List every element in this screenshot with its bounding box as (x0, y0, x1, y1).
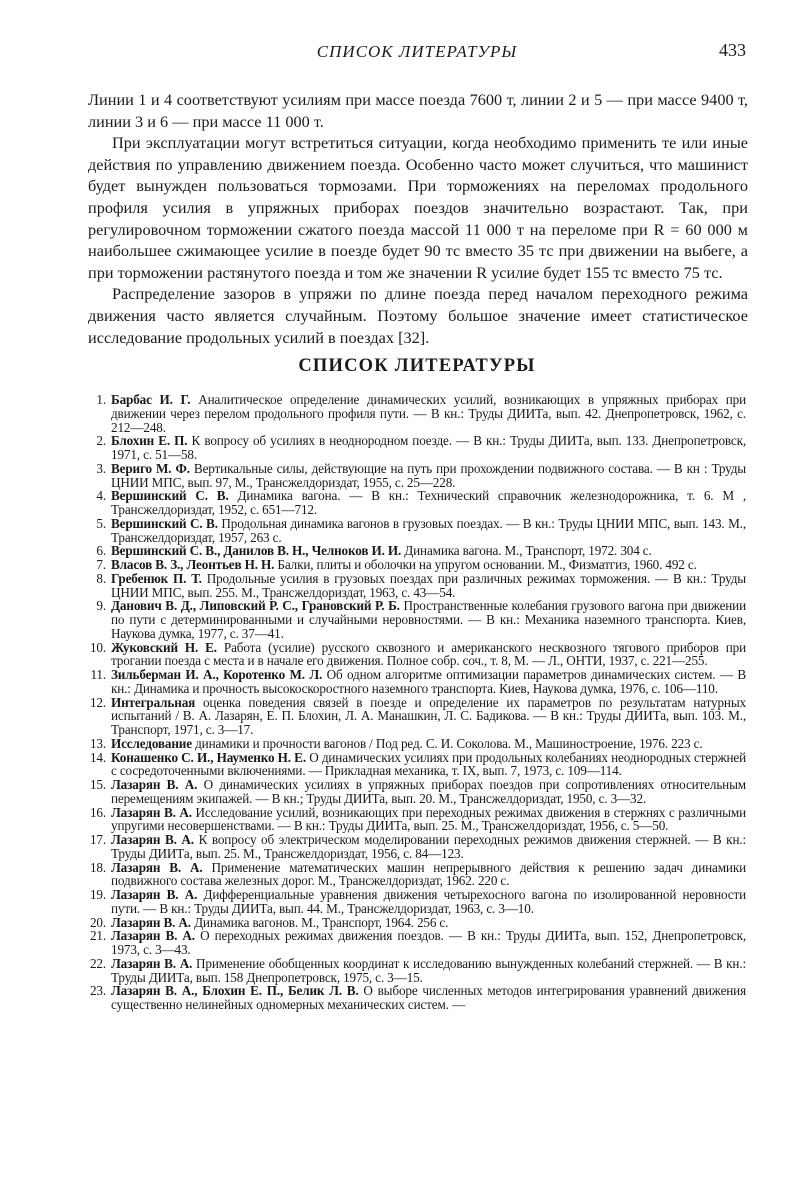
reference-body: К вопросу об электрическом моделировании переходных режимов движения стержней. — В кн.: Труды ДИИТа, вып. 25. М., Трансжелдориздат, 1956, с. 84—123. (111, 832, 747, 861)
reference-body: Динамика вагона. М., Транспорт, 1972. 304 с. (401, 543, 652, 559)
reference-number: 11. (90, 667, 106, 682)
reference-item (84, 984, 746, 1012)
reference-item (84, 462, 746, 490)
reference-number: 16. (89, 804, 106, 820)
reference-body: Пространственные колебания грузового вагона при движении по пути с детерминированными и случайными неровностями. — В кн.: Механика наземного транспорта. Киев, Наукова думка, 1977, с. 37—41. (111, 598, 746, 641)
reference-text (111, 517, 746, 545)
reference-author: Вершинский С. В. (111, 488, 229, 504)
reference-text (111, 737, 746, 751)
reference-item (84, 599, 746, 640)
reference-item (84, 558, 746, 572)
reference-item (84, 517, 746, 545)
reference-author: Вериго М. Ф. (111, 460, 190, 476)
reference-body: Продольные усилия в грузовых поездах при различных режимах торможения. — В кн.: Труды ЦНИИ МПС, вып. 255. М., Трансжелдориздат, 1963, с. 43—54. (111, 570, 746, 600)
reference-author: Вершинский С. В. (111, 515, 218, 531)
reference-body: Исследование усилий, возникающих при переходных режимах движения в стержнях с различными упругими несовершенствами. — В кн.: Труды ДИИТа, вып. 25. М., Трансжелдориздат, 1956, с. 5—50. (111, 804, 746, 834)
reference-author: Зильберман И. А., Коротенко М. Л. (111, 667, 323, 682)
reference-author: Власов В. З., Леонтьев Н. Н. (111, 557, 275, 572)
reference-text (111, 544, 746, 558)
reference-number: 19. (89, 887, 106, 902)
reference-item (84, 751, 746, 779)
reference-body: Применение обобщенных координат к исследованию вынужденных колебаний стержней. — В кн.: Труды ДИИТа, вып. 158 Днепропетровск, 1975, с. 3—15. (111, 955, 746, 985)
reference-body: оценка поведения связей в поезде и определение их параметров по результатам натурных испытаний / В. А. Лазарян, Е. П. Блохин, Л. А. Манашкин, Л. С. Бадикова. — В кн.: Труды ДИИТа, вып. 103. М., Транспорт, 1971, с. 3—17. (111, 694, 746, 737)
reference-text (111, 696, 746, 737)
reference-text (111, 462, 746, 490)
reference-number: 10. (89, 639, 106, 655)
reference-body: Аналитическое определение динамических усилий, возникающих в упряжных приборах при движении через перелом продольного профиля пути. — В кн.: Труды ДИИТа, вып. 42. Днепропетровск, 1962, с. 212—248. (111, 392, 747, 435)
reference-number: 22. (89, 955, 106, 971)
reference-item (84, 888, 746, 916)
reference-body: Вертикальные силы, действующие на путь при прохождении подвижного состава. — В кн : Труды ЦНИИ МПС, вып. 97, М., Трансжелдориздат, 1955, с. 25—228. (111, 460, 747, 490)
reference-body: Динамика вагонов. М., Транспорт, 1964. 256 с. (190, 914, 449, 930)
reference-text (111, 833, 746, 861)
reference-body: К вопросу об усилиях в неоднородном поезде. — В кн.: Труды ДИИТа, вып. 133. Днепропетровск, 1971, с. 51—58. (111, 433, 746, 462)
reference-item (84, 393, 746, 434)
running-title: СПИСОК ЛИТЕРАТУРЫ (316, 42, 518, 61)
page-number: 433 (719, 40, 746, 60)
reference-author: Гребенюк П. Т. (111, 570, 202, 586)
reference-author: Лазарян В. А. (111, 955, 193, 971)
reference-text (111, 957, 746, 985)
reference-item (84, 778, 746, 806)
reference-item (84, 833, 746, 861)
paragraph: При эксплуатации могут встретиться ситуации, когда необходимо применить те или иные действия по управлению движением поезда. Особенно часто может случиться, что машинист будет вынужден пользоваться тормозами. При торможениях на переломах продольного профиля усилия в упряжных приборах поездов значительно возрастают. Так, при регулировочном торможении сжатого поезда массой 11 000 т на переломе при R = 60 000 м наибольшее сжимающее усилие в поезде будет 90 тс вместо 35 тс при движении на выбеге, а при торможении растянутого поезда и том же значении R усилие будет 155 тс вместо 75 тс. (88, 133, 748, 282)
reference-body: динамики и прочности вагонов / Под ред. С. И. Соколова. М., Машиностроение, 1976. 223 с. (191, 735, 703, 751)
reference-text (111, 751, 746, 779)
reference-author: Лазарян В. А. (111, 887, 198, 902)
reference-item (84, 434, 746, 462)
reference-author: Лазарян В. А. (111, 914, 191, 930)
reference-item (84, 696, 746, 737)
section-title: СПИСОК ЛИТЕРАТУРЫ (298, 356, 536, 376)
reference-body: Балки, плиты и оболочки на упругом основании. М., Физматгиз, 1960. 492 с. (274, 557, 697, 572)
reference-number: 2. (96, 433, 106, 449)
reference-text (111, 393, 746, 434)
reference-item (84, 641, 746, 669)
reference-author: Лазарян В. А. (111, 804, 192, 820)
body-text (88, 89, 748, 348)
reference-body: О динамических усилиях в упряжных приборах поездов при сопротивлениях относительным перемещениям экипажей. — В кн.; Труды ДИИТа, вып. 20. М., Трансжелдориздат, 1950, с. 3—32. (111, 777, 746, 806)
reference-item (84, 489, 746, 517)
reference-body: Динамика вагона. — В кн.: Технический справочник железнодорожника, т. 6. М , Трансжелдориздат, 1952, с. 651—712. (111, 488, 746, 517)
reference-item (84, 916, 746, 930)
reference-author: Лазарян В. А. (111, 928, 195, 944)
reference-author: Лазарян В. А., Блохин Е. П., Белик Л. В. (111, 983, 359, 999)
reference-item (84, 572, 746, 600)
reference-number: 1. (96, 392, 106, 407)
paragraph: Линии 1 и 4 соответствуют усилиям при массе поезда 7600 т, линии 2 и 5 — при массе 9400 т, линии 3 и 6 — при массе 11 000 т. (88, 90, 748, 131)
reference-text (111, 434, 746, 462)
reference-item (84, 861, 746, 889)
paragraph: Распределение зазоров в упряжи по длине поезда перед началом переходного режима движения часто является случайным. Поэтому большое значение имеет статистическое исследование продольных усилий в поездах [32]. (88, 284, 748, 347)
reference-author: Лазарян В. А. (111, 832, 194, 847)
reference-body: О переходных режимах движения поездов. — В кн.: Труды ДИИТа, вып. 152, Днепропетровск, 1973, с. 3—43. (111, 928, 747, 957)
reference-text (111, 558, 746, 572)
reference-text (111, 929, 746, 957)
reference-body: Дифференциальные уравнения движения четырехосного вагона по изолированной неровности пути. — В кн.: Труды ДИИТа, вып. 44. М., Трансжелдориздат, 1963, с. 3—10. (111, 887, 747, 916)
reference-author: Исследование (111, 735, 192, 751)
reference-body: Продольная динамика вагонов в грузовых поездах. — В кн.: Труды ЦНИИ МПС, вып. 143. М., Трансжелдориздат, 1957, 263 с. (111, 515, 746, 545)
reference-body: О динамических усилиях при продольных колебаниях неоднородных стержней с сосредоточенными включениями. — Прикладная механика, т. IX, вып. 7, 1973, с. 109—114. (111, 749, 746, 779)
reference-item (84, 806, 746, 834)
reference-author: Блохин Е. П. (111, 433, 188, 449)
reference-number: 21. (89, 928, 106, 944)
reference-item (84, 737, 746, 751)
reference-number: 12. (89, 694, 106, 710)
reference-item (84, 957, 746, 985)
reference-number: 13. (89, 735, 106, 751)
reference-number: 17. (89, 832, 106, 847)
reference-text (111, 778, 746, 806)
reference-author: Конашенко С. И., Науменко Н. Е. (111, 749, 306, 765)
reference-author: Лазарян В. А. (111, 777, 198, 792)
reference-number: 14. (89, 749, 106, 765)
reference-text (111, 668, 746, 696)
reference-number: 20. (89, 914, 106, 930)
reference-author: Лазарян В. А. (111, 859, 203, 875)
reference-body: Работа (усилие) русского сквозного и американского несквозного тягового приборов при трогании поезда с места и в начале его движения. Полное собр. соч., т. 8, М. — Л., ОНТИ, 1937, с. 221—255. (111, 639, 746, 669)
reference-item (84, 929, 746, 957)
reference-number: 23. (89, 983, 106, 999)
reference-number: 15. (89, 777, 106, 792)
reference-author: Барбас И. Г. (111, 392, 191, 407)
reference-author: Данович В. Д., Липовский Р. С., Грановский Р. Б. (111, 598, 400, 614)
reference-text (111, 641, 746, 669)
reference-text (111, 861, 746, 889)
reference-text (111, 599, 746, 640)
running-head (88, 42, 746, 66)
reference-number: 5. (96, 515, 106, 531)
reference-author: Интегральная (111, 694, 196, 710)
reference-item (84, 668, 746, 696)
reference-number: 3. (96, 460, 106, 476)
reference-author: Вершинский С. В., Данилов В. Н., Челноков И. И. (111, 543, 402, 559)
reference-number: 18. (89, 859, 106, 875)
reference-number: 6. (96, 543, 106, 559)
reference-body: Об одном алгоритме оптимизации параметров динамических систем. — В кн.: Динамика и прочность высокоскоростного наземного транспорта. Киев, Наукова думка, 1976, с. 106—110. (111, 667, 746, 696)
reference-text (111, 489, 746, 517)
reference-number: 4. (96, 488, 106, 504)
reference-number: 8. (96, 570, 106, 586)
reference-text (111, 806, 746, 834)
reference-body: Применение математических машин непрерывного действия к решению задач динамики подвижного состава железных дорог. М., Трансжелдориздат, 1962. 220 с. (111, 859, 747, 889)
reference-text (111, 984, 746, 1012)
reference-item (84, 544, 746, 558)
reference-text (111, 888, 746, 916)
reference-number: 7. (96, 557, 106, 572)
reference-text (111, 572, 746, 600)
reference-author: Жуковский Н. Е. (111, 639, 217, 655)
reference-body: О выборе численных методов интегрирования уравнений движения существенно нелинейных одномерных механических систем. — (111, 983, 747, 1012)
reference-list (84, 393, 746, 1012)
reference-text (111, 916, 746, 930)
reference-number: 9. (96, 598, 106, 614)
